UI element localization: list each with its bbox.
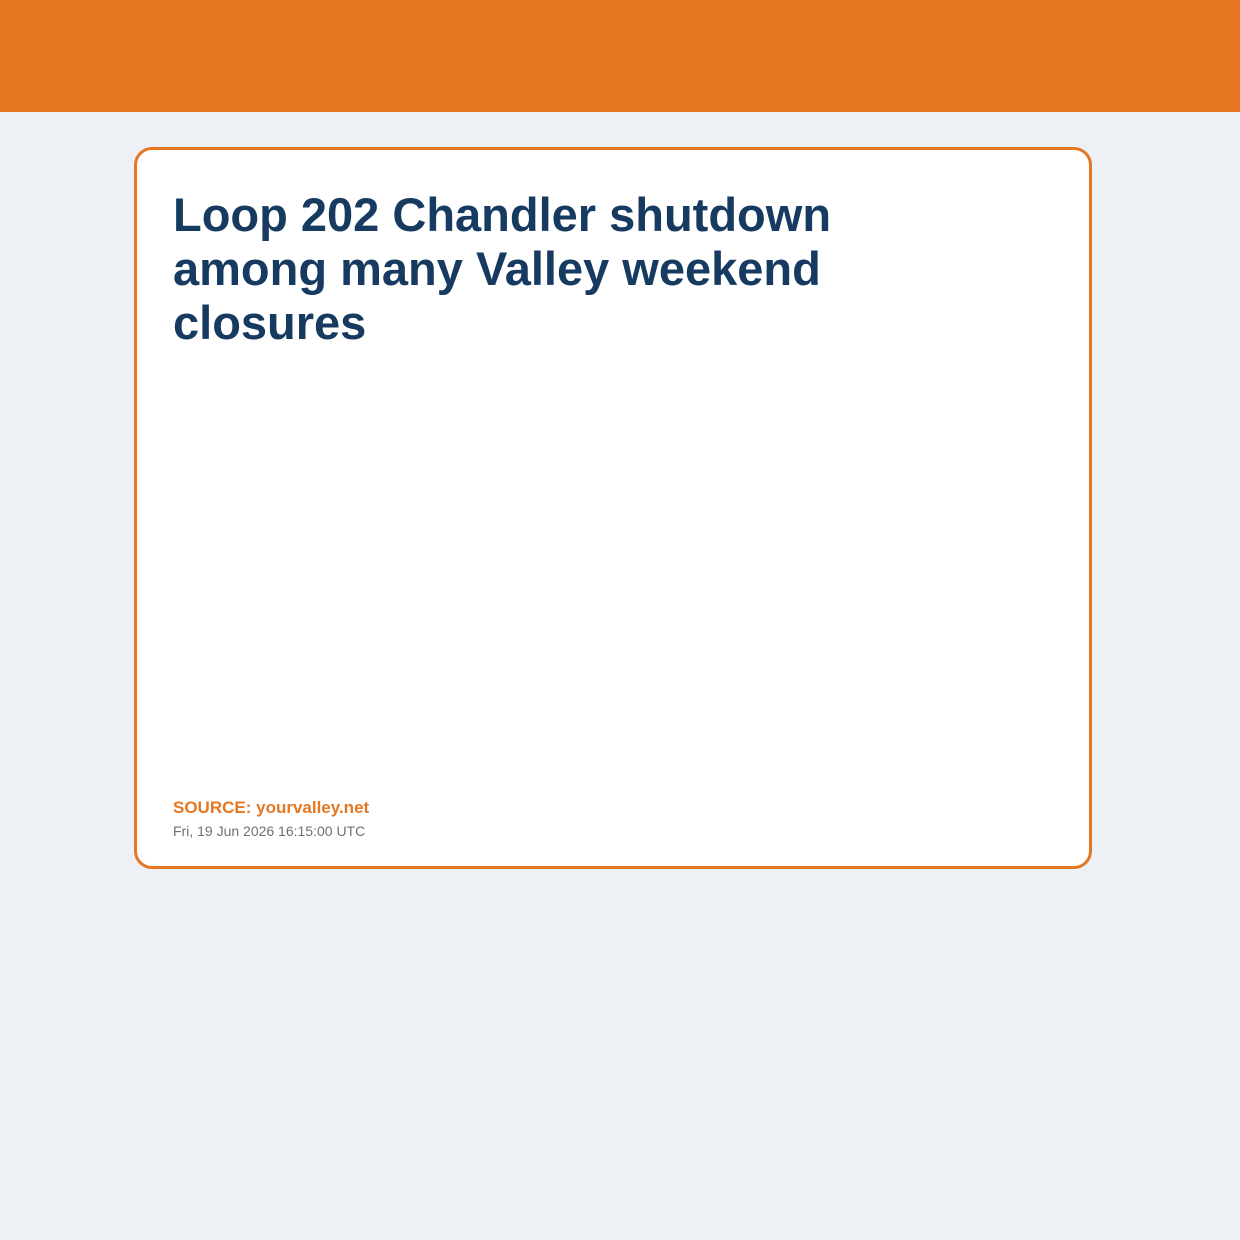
news-card bbox=[134, 147, 1092, 869]
article-headline: Loop 202 Chandler shutdown among many Valley weekend closures bbox=[173, 188, 832, 349]
article-timestamp: Fri, 19 Jun 2026 16:15:00 UTC bbox=[173, 823, 366, 839]
article-source: SOURCE: yourvalley.net bbox=[173, 798, 370, 817]
top-accent-bar bbox=[0, 0, 1240, 112]
